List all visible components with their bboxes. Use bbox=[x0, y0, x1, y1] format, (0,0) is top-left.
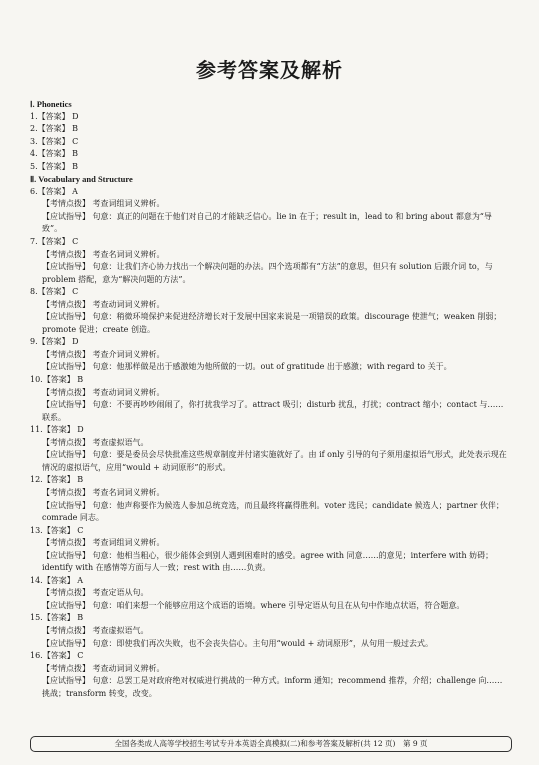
key-point-line: 【考情点拨】 考查名词词义辨析。 bbox=[42, 487, 165, 497]
answer-line: 8.【答案】 C bbox=[30, 287, 79, 297]
answer-content bbox=[30, 98, 510, 700]
answer-line: 6.【答案】 A bbox=[30, 186, 78, 196]
key-point-line: 【考情点拨】 考查词组词义辨析。 bbox=[42, 538, 165, 548]
key-point-line: 【考情点拨】 考查动词词义辨析。 bbox=[42, 299, 165, 309]
answer-line: 16.【答案】 C bbox=[30, 651, 84, 661]
question-block bbox=[30, 575, 510, 613]
key-point-line: 【考情点拨】 考查介词词义辨析。 bbox=[42, 349, 165, 359]
key-point-line: 【考情点拨】 考查动词词义辨析。 bbox=[42, 387, 165, 397]
answer-line: 14.【答案】 A bbox=[30, 575, 84, 585]
answer-line: 3.【答案】 C bbox=[30, 136, 79, 146]
answer-line: 9.【答案】 D bbox=[30, 337, 79, 347]
answer-line: 11.【答案】 D bbox=[30, 425, 84, 435]
answer-line: 2.【答案】 B bbox=[30, 124, 79, 134]
question-block bbox=[30, 612, 510, 650]
guide-paragraph: 【应试指导】 句意：咱们来想一个能够应用这个成语的语境。where 引导定语从句且在从句中作地点状语，符合题意。 bbox=[42, 600, 465, 610]
guide-paragraph: 【应试指导】 句意：不要再吵吵闹闹了，你打扰我学习了。attract 吸引；disturb 扰乱，打扰；contract 缩小；contact 与……联系。 bbox=[42, 400, 504, 422]
section-heading-phonetics: Ⅰ. Phonetics bbox=[30, 99, 72, 109]
answer-line: 12.【答案】 B bbox=[30, 475, 84, 485]
guide-paragraph: 【应试指导】 句意：真正的问题在于他们对自己的才能缺乏信心。lie in 在于；result in，lead to 和 bring about 都意为“导致”。 bbox=[42, 211, 492, 234]
guide-paragraph: 【应试指导】 句意：他声称要作为候选人参加总统竞选，而且最终将赢得胜利。voter 选民；candidate 候选人；partner 伙伴；comrade 同志。 bbox=[42, 500, 504, 523]
guide-paragraph: 【应试指导】 句意：他那样做是出于感激她为他所做的一切。out of gratitude 出于感激；with regard to 关于。 bbox=[42, 362, 452, 372]
question-block bbox=[30, 424, 510, 474]
key-point-line: 【考情点拨】 考查虚拟语气。 bbox=[42, 625, 149, 635]
guide-paragraph: 【应试指导】 句意：稍微环境保护来促进经济增长对于发展中国家来说是一项错误的政策。discourage 使泄气；weaken 削弱；promote 促进；create 创造。 bbox=[42, 312, 502, 334]
page-footer: 全国各类成人高等学校招生考试专升本英语全真模拟(二)和参考答案及解析(共 12 页) 第 9 页 bbox=[30, 736, 512, 752]
key-point-line: 【考情点拨】 考查名词词义辨析。 bbox=[42, 249, 165, 259]
key-point-line: 【考情点拨】 考查动词词义辨析。 bbox=[42, 663, 165, 673]
answer-line: 13.【答案】 C bbox=[30, 525, 84, 535]
key-point-line: 【考情点拨】 考查虚拟语气。 bbox=[42, 437, 149, 447]
answer-line: 5.【答案】 B bbox=[30, 161, 79, 171]
answer-line: 1.【答案】 D bbox=[30, 111, 79, 121]
answer-line: 15.【答案】 B bbox=[30, 613, 84, 623]
question-block bbox=[30, 186, 510, 236]
answer-line: 4.【答案】 B bbox=[30, 149, 79, 159]
question-block bbox=[30, 336, 510, 374]
key-point-line: 【考情点拨】 考查词组词义辨析。 bbox=[42, 199, 165, 209]
answer-line: 10.【答案】 B bbox=[30, 375, 84, 385]
guide-paragraph: 【应试指导】 句意：总罢工是对政府绝对权威进行挑战的一种方式。inform 通知；recommend 推荐，介绍；challenge 向……挑战；transform 转变，改变。 bbox=[42, 676, 503, 698]
question-block bbox=[30, 286, 510, 336]
page-title: 参考答案及解析 bbox=[196, 58, 343, 82]
question-block bbox=[30, 236, 510, 286]
key-point-line: 【考情点拨】 考查定语从句。 bbox=[42, 588, 149, 598]
question-block bbox=[30, 474, 510, 524]
question-block bbox=[30, 374, 510, 424]
guide-paragraph: 【应试指导】 句意：要是委员会尽快批准这些规章制度并付诸实施就好了。由 if only 引导的句子须用虚拟语气形式，此处表示现在情况的虚拟语气，应用“would + 动词原形”的形式。 bbox=[42, 450, 507, 472]
guide-paragraph: 【应试指导】 句意：他相当粗心，很少能体会到别人遇到困难时的感受。agree with 同意……的意见；interfere with 妨碍；identify with 在感情等方面与人一致；rest with 由……负责。 bbox=[42, 550, 494, 573]
guide-paragraph: 【应试指导】 句意：即使我们再次失败，也不会丧失信心。主句用“would + 动词原形”，从句用一般过去式。 bbox=[42, 638, 434, 648]
guide-paragraph: 【应试指导】 句意：让我们齐心协力找出一个解决问题的办法。四个选项都有“方法”的意思，但只有 solution 后跟介词 to，与 problem 搭配，意为“解决问题的方法”。 bbox=[42, 262, 493, 284]
answer-line: 7.【答案】 C bbox=[30, 237, 79, 247]
question-block bbox=[30, 525, 510, 575]
section-heading-vocabulary: Ⅱ. Vocabulary and Structure bbox=[30, 174, 133, 185]
question-block bbox=[30, 650, 510, 700]
